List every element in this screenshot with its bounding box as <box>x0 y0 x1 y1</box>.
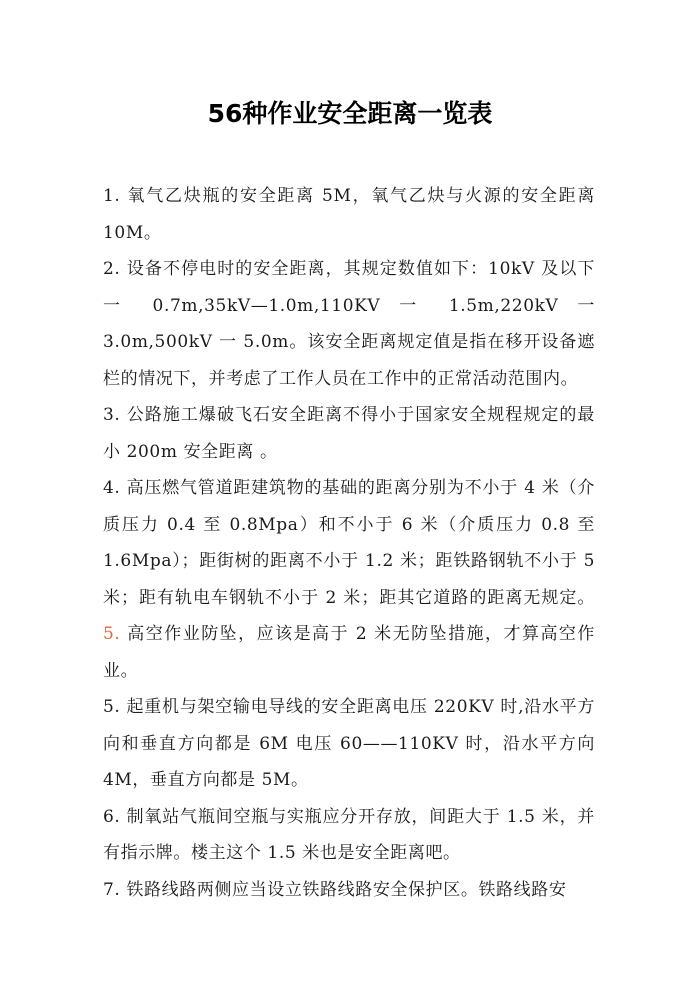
item-6-paragraph: 6. 制氧站气瓶间空瓶与实瓶应分开存放，间距大于 1.5 米，并有指示牌。楼主这个 1.5 米也是安全距离吧。 <box>103 806 595 863</box>
item-5-paragraph: 5. 起重机与架空输电导线的安全距离电压 220KV 时,沿水平方向和垂直方向都是 6M 电压 60——110KV 时，沿水平方向 4M，垂直方向都是 5M。 <box>103 697 595 790</box>
item-3-paragraph: 3. 公路施工爆破飞石安全距离不得小于国家安全规程规定的最小 200m 安全距离 。 <box>103 405 595 462</box>
item-4-text: 4. 高压燃气管道距建筑物的基础的距离分别为不小于 4 米（介质压力 0.4 至 0.8Mpa）和不小于 6 米（介质压力 0.8 至 1.6Mpa）；距街树的距离不小于 1.2 米；距铁路钢轨不小于 5 米；距有轨电车钢轨不小于 2 米；距其它道路的距离无规定。 <box>103 478 595 608</box>
item-4-trailing-text: 高空作业防坠，应该是高于 2 米无防坠措施，才算高空作业。 <box>103 624 595 681</box>
item-4-paragraph <box>103 470 595 689</box>
item-2-paragraph: 2. 设备不停电时的安全距离，其规定数值如下：10kV 及以下一 0.7m,35kV—1.0m,110KV 一 1.5m,220kV 一 3.0m,500kV 一 5.0m。该安全距离规定值是指在移开设备遮栏的情况下，并考虑了工作人员在工作中的正常活动范围内。 <box>103 259 595 389</box>
document-body <box>103 178 595 908</box>
item-7-paragraph: 7. 铁路线路两侧应当设立铁路线路安全保护区。铁路线路安 <box>103 879 567 900</box>
item-1-paragraph: 1. 氧气乙炔瓶的安全距离 5M，氧气乙炔与火源的安全距离 10M。 <box>103 186 595 243</box>
accent-item-number: 5. <box>103 624 121 644</box>
page-title: 56种作业安全距离一览表 <box>207 99 493 128</box>
